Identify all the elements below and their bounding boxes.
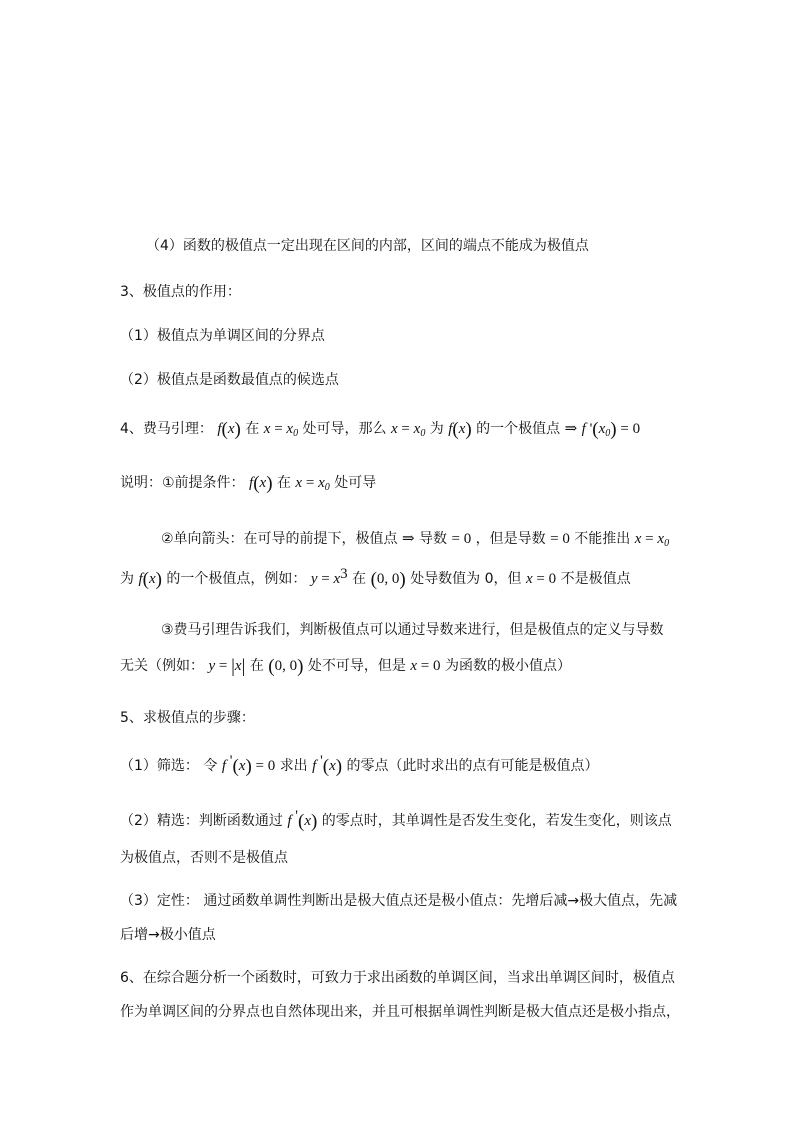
text-fragment: 为 — [429, 421, 444, 437]
step-3-line1 — [0, 891, 794, 911]
text-fragment: （2）精选：判断函数通过 — [120, 813, 283, 829]
text-fragment: ②单向箭头：在可导的前提下，极值点 — [161, 531, 398, 547]
math-fprime-x0-eq-0: f '$(x_0) = 0$ — [581, 419, 641, 440]
math-x-eq-0: x = 0 — [410, 658, 441, 674]
math-f-of-x: f(x) — [217, 419, 241, 440]
section-6-line1 — [0, 968, 794, 988]
math-x-eq-x0: $x = x_0$ — [391, 421, 426, 439]
text-fragment: 的零点时，其单调性是否发生变化，若发生变化，则该点 — [321, 813, 672, 829]
text-fragment: 在 — [249, 658, 264, 674]
text-fragment: 在 — [245, 421, 260, 437]
text-fragment: （3）定性： 通过函数单调性判断出是极大值点还是极小值点：先增后减→极大值点，先减 — [120, 893, 678, 909]
explanation-3-line2 — [0, 656, 794, 677]
math-fprime-x-eq-0: f '(x) = 0 — [221, 753, 276, 777]
math-implies-arrow: ⇒ — [564, 421, 578, 437]
math-x-eq-0: x = 0 — [526, 571, 557, 587]
text-fragment: 处不可导，但是 — [307, 658, 406, 674]
text-fragment: 在 — [352, 571, 367, 587]
text-fragment: 处导数值为 0，但 — [410, 571, 522, 587]
item-1-text: （1）极值点为单调区间的分界点 — [120, 328, 325, 344]
step-1 — [0, 753, 794, 777]
section-5-heading-text: 5、求极值点的步骤： — [120, 710, 255, 726]
math-fprime-x: f '(x) — [312, 753, 343, 777]
text-fragment: 的一个极值点 — [476, 421, 561, 437]
note-4 — [0, 236, 794, 256]
item-1 — [0, 326, 794, 346]
item-2 — [0, 370, 794, 390]
math-point-origin: (0, 0) — [370, 569, 406, 590]
text-fragment: 后增→极小值点 — [120, 927, 216, 943]
math-f-of-x: f(x) — [448, 419, 472, 440]
math-eq-0: = 0 — [451, 531, 472, 547]
math-x-eq-x0: $x = x_0$ — [295, 475, 330, 493]
math-f-of-x: f(x) — [249, 473, 273, 494]
text-fragment: 的一个极值点，例如： — [166, 571, 307, 587]
text-fragment: 为极值点，否则不是极值点 — [120, 850, 288, 866]
text-fragment: （1）筛选： 令 — [120, 758, 218, 774]
text-fragment: 6、在综合题分析一个函数时，可致力于求出函数的单调区间，当求出单调区间时，极值点 — [120, 970, 675, 986]
math-y-eq-x-cubed: $y = x^3$ — [310, 566, 348, 587]
item-2-text: （2）极值点是函数最值点的候选点 — [120, 372, 339, 388]
text-fragment: ③费马引理告诉我们，判断极值点可以通过导数来进行，但是极值点的定义与导数 — [161, 622, 664, 638]
text-fragment: 导数 — [419, 531, 448, 547]
explanation-2-line2 — [0, 566, 794, 590]
explanation-1 — [0, 473, 794, 494]
math-eq-0: = 0 — [550, 531, 570, 547]
text-fragment: 为 — [120, 571, 134, 587]
section-5-heading — [0, 708, 794, 728]
text-fragment: 不是极值点 — [560, 571, 631, 587]
section-4-fermat — [0, 419, 794, 440]
text-fragment: 求出 — [279, 758, 308, 774]
text-fragment: 的零点（此时求出的点有可能是极值点） — [346, 758, 599, 774]
section-3-heading-text: 3、极值点的作用： — [120, 284, 241, 300]
math-point-origin: (0, 0) — [268, 656, 304, 677]
step-2-line2 — [0, 848, 794, 868]
text-fragment: ，但是导数 — [475, 531, 546, 547]
step-2-line1 — [0, 808, 794, 832]
text-fragment: 处可导 — [334, 475, 377, 491]
text-fragment: 作为单调区间的分界点也自然体现出来，并且可根据单调性判断是极大值点还是极小指点， — [120, 1004, 680, 1020]
section-6-line2 — [0, 1002, 794, 1022]
math-y-eq-abs-x: y = |x| — [208, 656, 246, 677]
note-4-text: （4）函数的极值点一定出现在区间的内部，区间的端点不能成为极值点 — [146, 238, 589, 254]
math-f-of-x: f(x) — [138, 569, 162, 590]
section-3-heading — [0, 282, 794, 302]
text-fragment: 为函数的极小值点） — [444, 658, 571, 674]
text-fragment: 处可导，那么 — [302, 421, 387, 437]
explanation-3-line1 — [0, 620, 794, 640]
explanation-2-line1 — [0, 529, 794, 549]
math-x-eq-x0: $x = x_0$ — [263, 421, 299, 439]
math-x-eq-x0: $x = x_0$ — [634, 531, 670, 549]
text-fragment: 在 — [276, 475, 291, 491]
text-fragment: 无关（例如： — [120, 658, 204, 674]
math-fprime-x: f '(x) — [287, 808, 318, 832]
math-implies-arrow: ⇒ — [402, 531, 415, 547]
text-fragment: 说明：①前提条件： — [120, 475, 245, 491]
fermat-label: 4、费马引理： — [120, 421, 213, 437]
step-3-line2 — [0, 925, 794, 945]
text-fragment: 不能推出 — [574, 531, 631, 547]
